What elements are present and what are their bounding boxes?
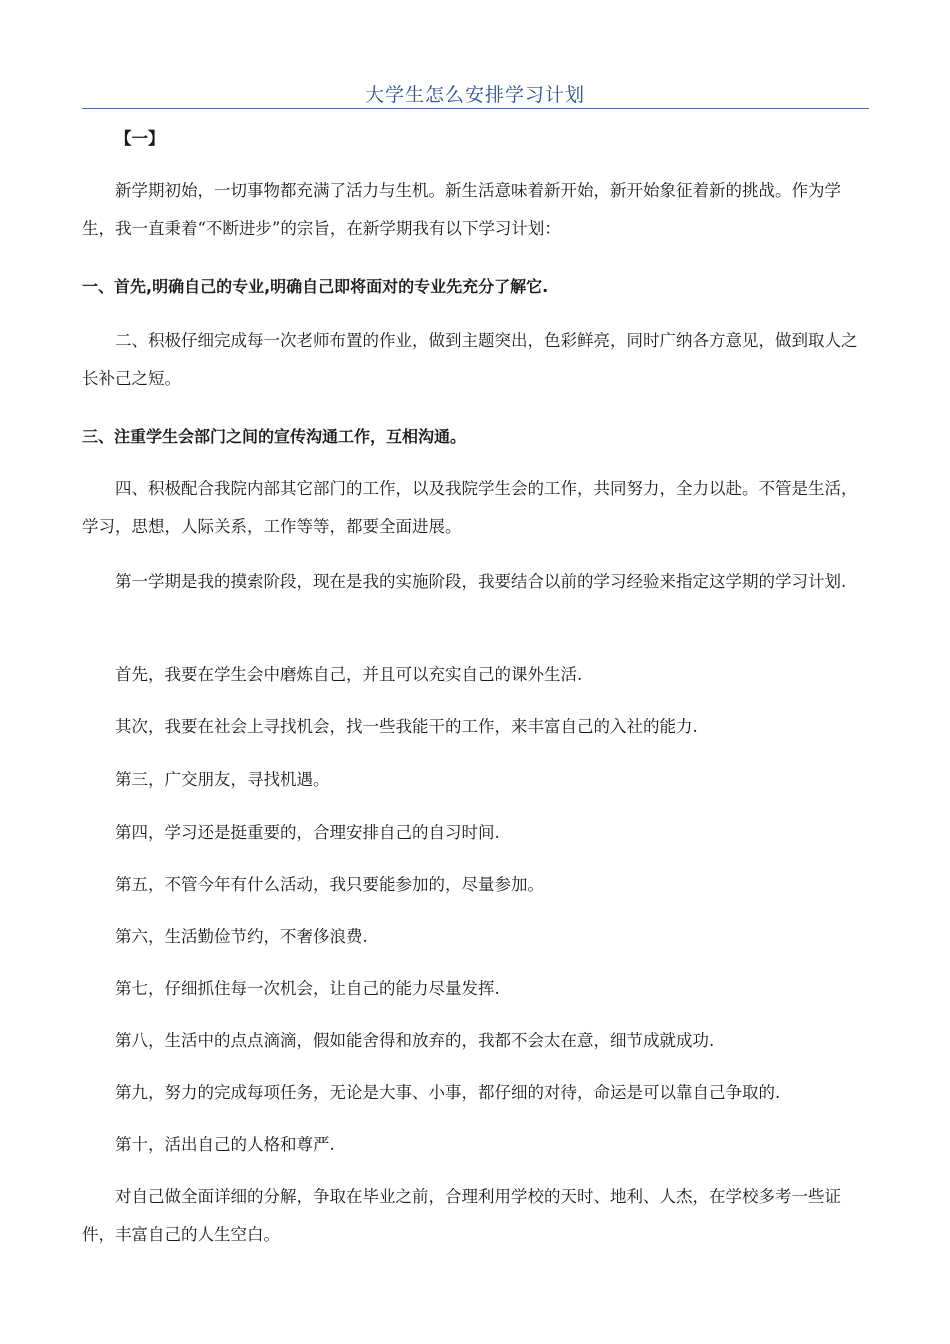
paragraph-item: 第四，学习还是挺重要的，合理安排自己的自习时间. xyxy=(115,823,500,842)
paragraph-point-1: 一、首先,明确自己的专业,明确自己即将面对的专业先充分了解它. xyxy=(82,277,549,296)
header-divider xyxy=(82,108,869,109)
document-title: 大学生怎么安排学习计划 xyxy=(364,84,585,106)
paragraph-item: 第五，不管今年有什么活动，我只要能参加的，尽量参加。 xyxy=(115,875,544,894)
paragraph-item: 第七，仔细抓住每一次机会，让自己的能力尽量发挥. xyxy=(115,979,500,998)
paragraph-item: 第十，活出自己的人格和尊严. xyxy=(115,1135,335,1154)
paragraph-stage: 第一学期是我的摸索阶段，现在是我的实施阶段，我要结合以前的学习经验来指定这学期的学习计划. xyxy=(115,572,847,591)
section-label: 【一】 xyxy=(115,129,165,148)
paragraph-item: 其次，我要在社会上寻找机会，找一些我能干的工作，来丰富自己的入社的能力. xyxy=(115,717,698,736)
paragraph-item: 第三，广交朋友，寻找机遇。 xyxy=(115,770,330,789)
paragraph-point-2: 二、积极仔细完成每一次老师布置的作业，做到主题突出，色彩鲜亮，同时广纳各方意见，做到取人之长补己之短。 xyxy=(82,331,858,388)
paragraph-item: 首先，我要在学生会中磨炼自己，并且可以充实自己的课外生活. xyxy=(115,665,583,684)
paragraph-item: 第六，生活勤俭节约，不奢侈浪费. xyxy=(115,927,368,946)
paragraph-point-3: 三、注重学生会部门之间的宣传沟通工作，互相沟通。 xyxy=(82,427,467,446)
paragraph-item: 第八，生活中的点点滴滴，假如能舍得和放弃的，我都不会太在意，细节成就成功. xyxy=(115,1031,715,1050)
paragraph-conclusion: 对自己做全面详细的分解，争取在毕业之前，合理利用学校的天时、地利、人杰，在学校多考一些证件，丰富自己的人生空白。 xyxy=(82,1187,841,1244)
paragraph-point-4: 四、积极配合我院内部其它部门的工作，以及我院学生会的工作，共同努力，全力以赴。不管是生活，学习，思想，人际关系，工作等等，都要全面进展。 xyxy=(82,479,858,536)
paragraph-item: 第九，努力的完成每项任务，无论是大事、小事，都仔细的对待，命运是可以靠自己争取的. xyxy=(115,1083,781,1102)
paragraph-intro: 新学期初始，一切事物都充满了活力与生机。新生活意味着新开始，新开始象征着新的挑战。作为学生，我一直秉着“不断进步”的宗旨，在新学期我有以下学习计划： xyxy=(82,181,841,238)
